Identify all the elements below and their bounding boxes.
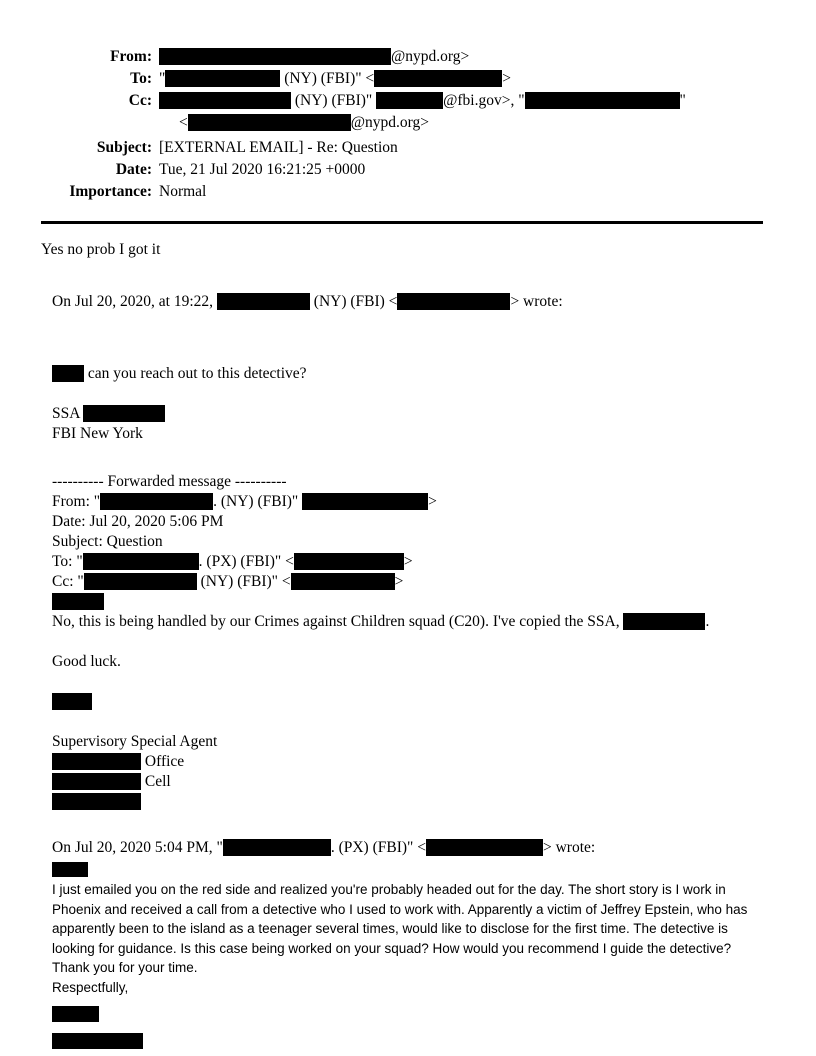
signature-name-redacted [41,692,771,712]
ask-line-text: can you reach out to this detective? [84,365,307,382]
header-divider [41,221,763,224]
redaction-bar [159,48,391,65]
header-text-cc-c: " [679,92,686,109]
redaction-bar [83,553,199,570]
inner-quote-suffix: > wrote: [542,839,596,856]
reply-line: Yes no prob I got it [41,241,161,258]
header-text-to-end: > [502,70,511,87]
signature-office-phone [41,752,771,772]
header-row-cc [52,90,764,111]
header-label-cc: Cc: [128,92,152,109]
redaction-bar [52,793,141,810]
forward-cc-suffix: > [394,573,404,590]
forward-header: ---------- Forwarded message ---------- [52,473,287,490]
header-text-cc-cont-open: < [179,114,188,131]
header-value-to [159,68,764,89]
header-text-to-open: " [159,70,166,87]
signature-office: FBI New York [52,425,143,442]
header-value-date: Tue, 21 Jul 2020 16:21:25 +0000 [159,161,366,178]
header-text-from: @nypd.org> [391,48,470,65]
header-value-importance: Normal [159,183,207,200]
redaction-bar [294,553,404,570]
inner-quote-intro [41,838,771,858]
signature-cell-label: Cell [144,773,171,790]
forward-to-mid: . (PX) (FBI)" < [198,553,294,570]
redaction-bar [52,1033,143,1049]
inner-quote-prefix: On Jul 20, 2020 5:04 PM, " [52,839,223,856]
ask-line [41,364,771,384]
signature-office-label: Office [144,753,185,770]
inner-signature-redaction-2 [41,1032,771,1052]
redaction-bar [426,839,543,856]
email-body [41,240,771,1052]
redaction-bar [223,839,331,856]
redaction-bar [623,613,705,630]
header-row-importance [52,181,764,202]
redaction-bar [52,862,88,877]
forward-to-label: To: " [52,553,83,570]
header-row-date [52,159,764,180]
header-text-cc-cont-end: @nypd.org> [350,114,430,131]
forward-body-text-1-end: . [705,613,710,630]
forward-subject: Subject: Question [52,533,163,550]
header-text-cc-b: @fbi.gov>, " [443,92,525,109]
forward-to [41,552,771,572]
signature-title: Supervisory Special Agent [52,733,218,750]
signature-cell-phone [41,772,771,792]
header-value-cc [159,90,764,111]
redaction-bar [302,493,428,510]
header-label-importance: Importance: [69,183,152,200]
header-row-cc-continuation [52,112,764,133]
redaction-bar [52,593,104,610]
quote-intro-suffix: > wrote: [510,293,563,310]
inner-quote-redaction [41,860,771,880]
header-value-from [159,46,764,67]
inner-quote-closing: Respectfully, [52,979,129,995]
redaction-bar [83,405,165,422]
redaction-bar [165,70,280,87]
header-value-cc-continuation [159,112,764,133]
forward-body-text-1: No, this is being handled by our Crimes against Children squad (C20). I've copied the SSA, [52,613,624,630]
header-label-subject: Subject: [96,139,152,156]
redaction-bar [52,1006,99,1022]
forward-from-suffix: > [428,493,437,510]
redaction-bar [159,92,291,109]
quote-intro-prefix: On Jul 20, 2020, at 19:22, [52,293,217,310]
redaction-bar [52,365,84,382]
redaction-bar [217,293,310,310]
forward-cc-mid: (NY) (FBI)" < [196,573,291,590]
redaction-bar [84,573,197,590]
header-label-date: Date: [115,161,152,178]
inner-quote-mid: . (PX) (FBI)" < [330,839,426,856]
signature-ssa [41,404,771,424]
redaction-bar [291,573,395,590]
header-row-to [52,68,764,89]
redaction-bar [525,92,680,109]
forward-body-line-2: Good luck. [52,653,121,670]
header-text-to-mid: (NY) (FBI)" < [280,70,375,87]
redaction-line-standalone [41,592,771,612]
forward-cc [41,572,771,592]
header-label-from: From: [110,48,152,65]
header-value-subject: [EXTERNAL EMAIL] - Re: Question [159,139,398,156]
forward-to-suffix: > [403,553,413,570]
redaction-bar [374,70,502,87]
redaction-bar [52,693,92,710]
header-label-to: To: [130,70,152,87]
forward-cc-label: Cc: " [52,573,84,590]
email-header [52,46,764,203]
forward-body-line-1 [41,612,771,632]
signature-ssa-label: SSA [52,405,84,422]
redaction-bar [376,92,443,109]
forward-from-mid: . (NY) (FBI)" [213,493,303,510]
header-row-from [52,46,764,67]
redaction-bar [52,753,141,770]
header-text-cc-a: (NY) (FBI)" [291,92,377,109]
inner-signature-redaction-1 [41,1005,771,1025]
forward-from-label: From: " [52,493,101,510]
forward-date: Date: Jul 20, 2020 5:06 PM [52,513,224,530]
redaction-bar [52,773,141,790]
signature-extra-redaction [41,792,771,812]
forward-from [41,492,771,512]
quote-intro-mid: (NY) (FBI) < [309,293,398,310]
redaction-bar [397,293,510,310]
inner-quote-paragraph: I just emailed you on the red side and realized you're probably headed out for the day. The short story is I work in Phoenix and received a call from a detective who I used to work with. Apparently a victim of Jeffrey Epstein, who has apparently been to the island as a teenager several times, would like to disclose for the first time. The detective is looking for guidance. Is this case being worked on your squad? How would you recommend I guide the detective? Thank you for your time. [52,882,748,975]
quote-intro-line [41,292,771,312]
redaction-bar [188,114,351,131]
header-row-subject [52,137,764,158]
redaction-bar [100,493,213,510]
